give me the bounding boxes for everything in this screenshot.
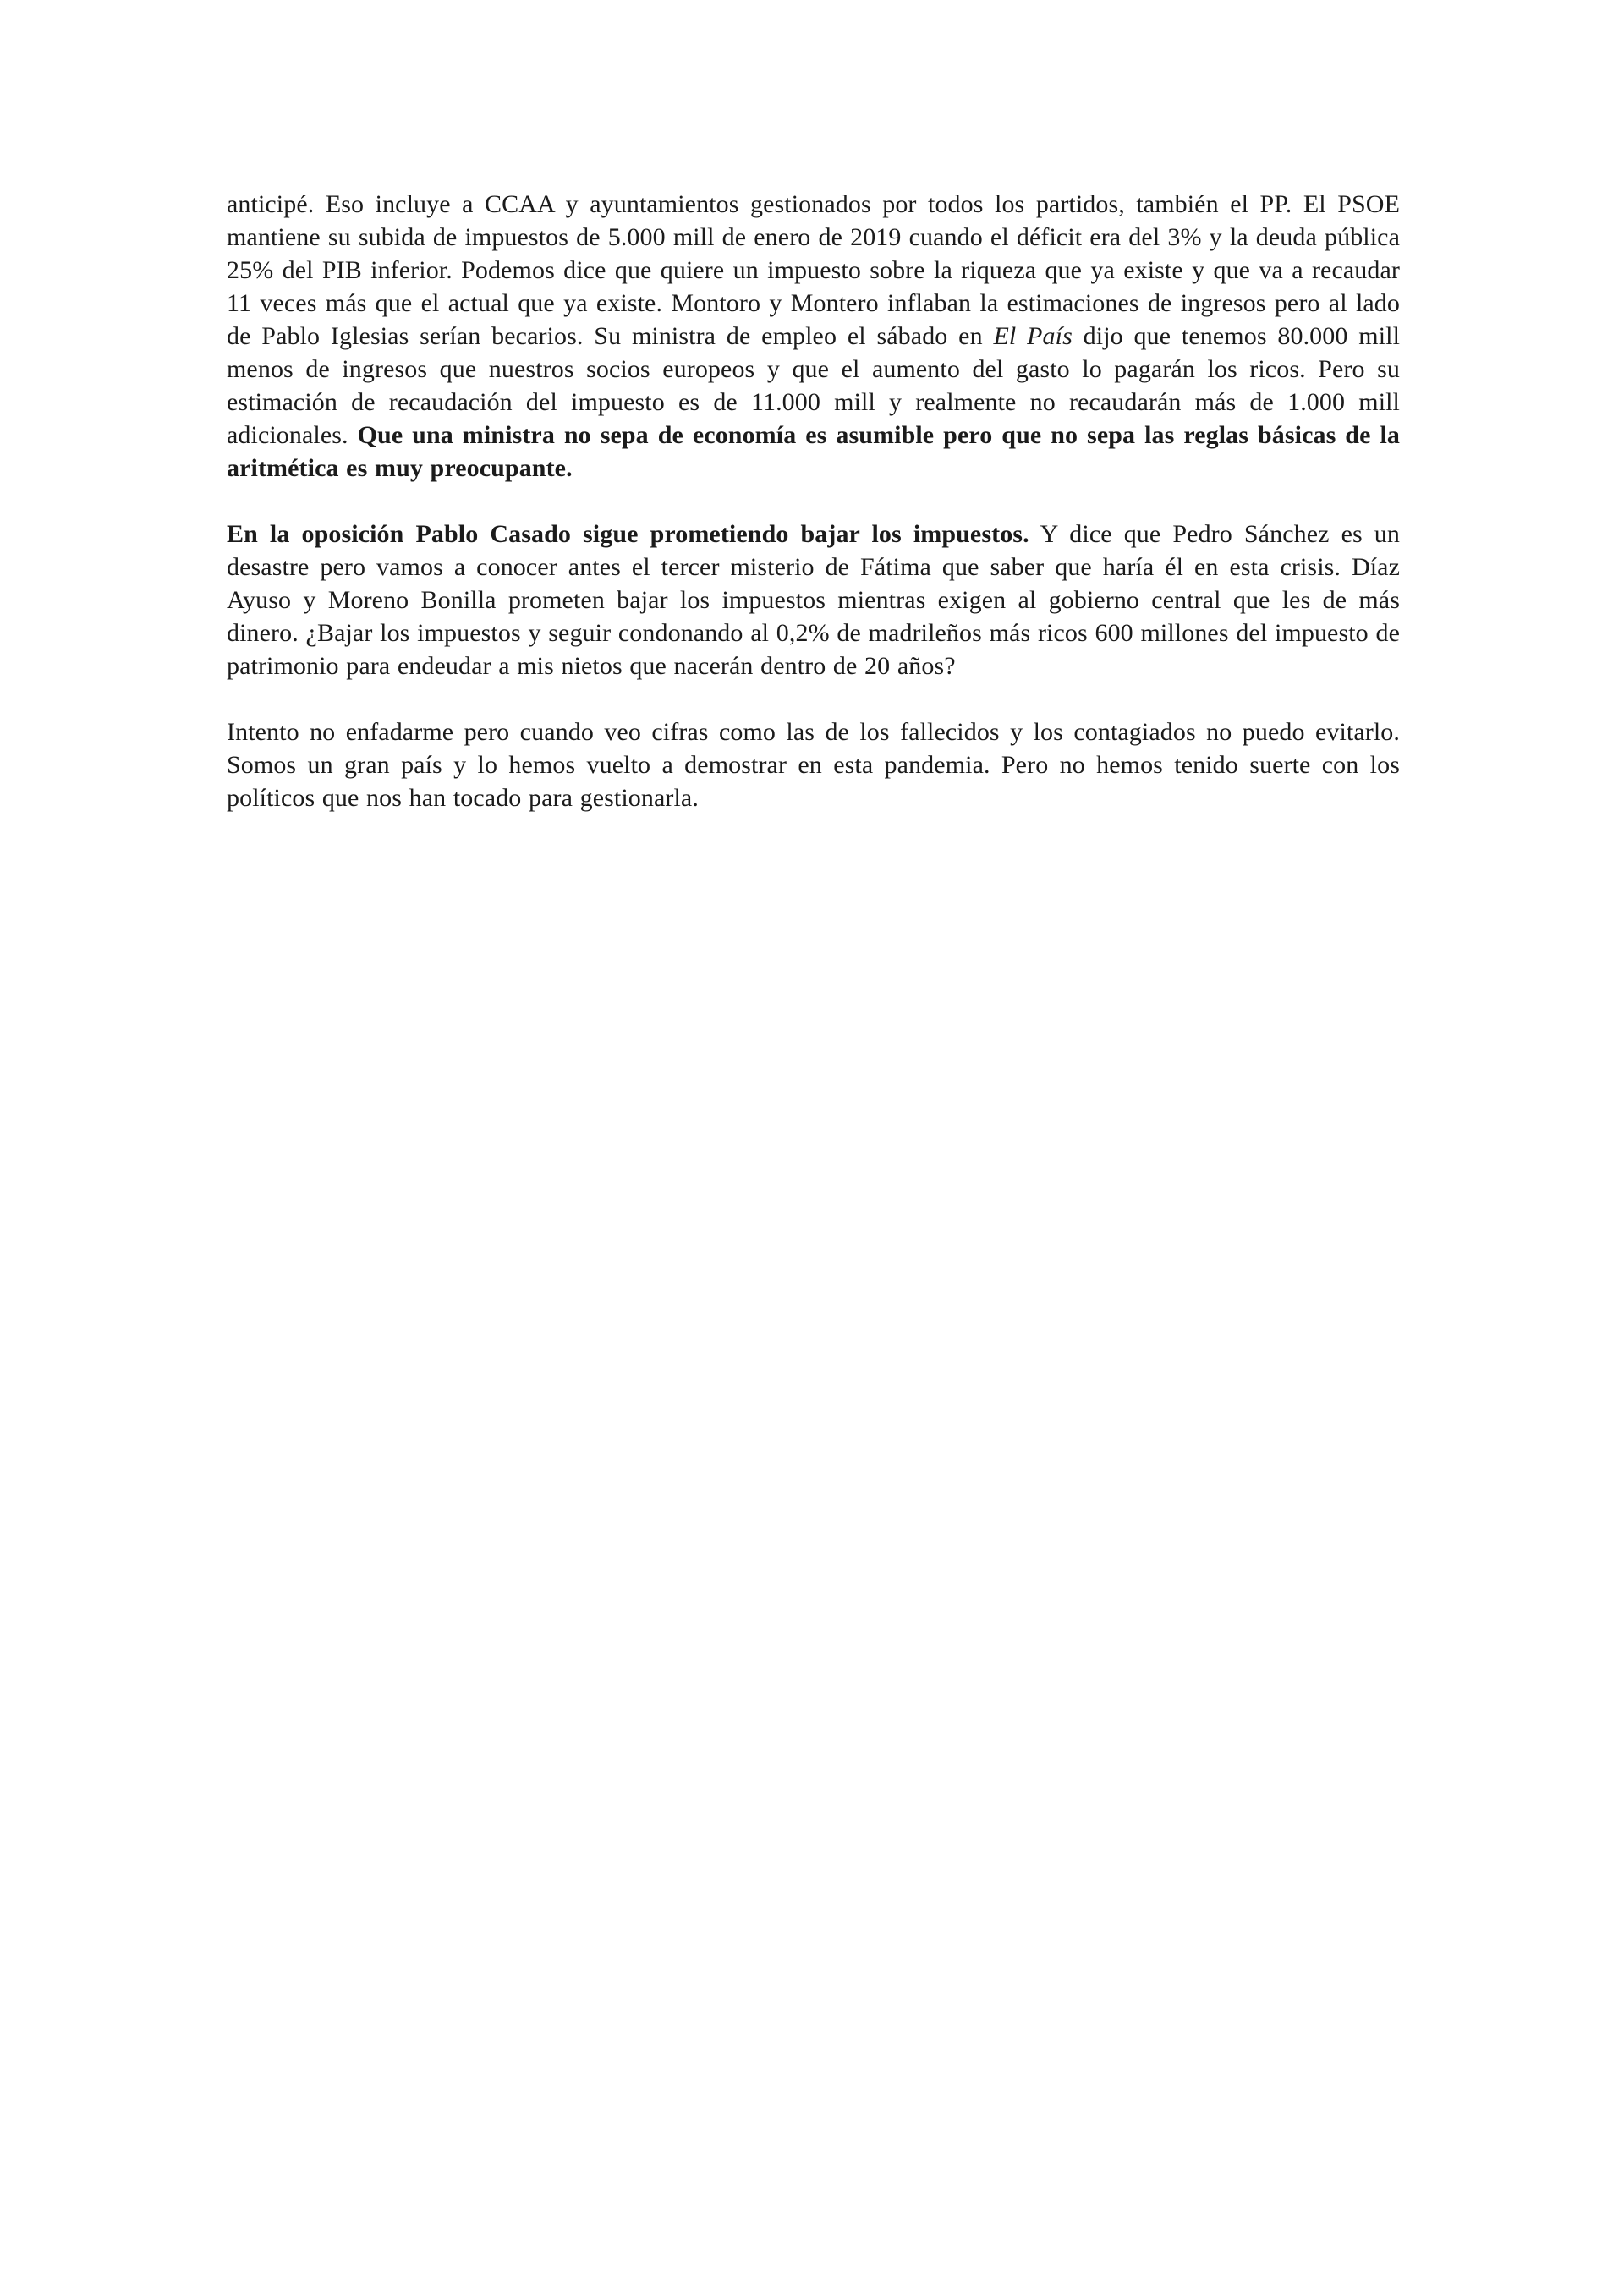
text-segment: El País (993, 322, 1073, 350)
text-segment: En la oposición Pablo Casado sigue prometiendo bajar los impuestos. (227, 520, 1029, 548)
paragraph (227, 518, 1400, 682)
text-segment: dijo que tenemos 80.000 mill menos de ingresos que nuestros socios europeos y que el aumento del gasto lo pagarán los ricos. Pero su estimación de recaudación del impuesto es de 11.000 mill y realmente no recaudarán más de 1.000 mill adicionales. (227, 322, 1401, 449)
text-segment: Que una ministra no sepa de economía es asumible pero que no sepa las reglas básicas de la aritmética es muy preocupante. (227, 421, 1400, 482)
text-segment: Y dice que Pedro Sánchez es un desastre pero vamos a conocer antes el tercer misterio de Fátima que saber que haría él en esta crisis. Díaz Ayuso y Moreno Bonilla prometen bajar los impuestos mientras exigen al gobierno central que les de más dinero. ¿Bajar los impuestos y seguir condonando al 0,2% de madrileños más ricos 600 millones del impuesto de patrimonio para endeudar a mis nietos que nacerán dentro de 20 años? (227, 520, 1401, 680)
paragraph (227, 188, 1400, 485)
paragraph (227, 715, 1400, 814)
text-segment: Intento no enfadarme pero cuando veo cifras como las de los fallecidos y los contagiados no puedo evitarlo. Somos un gran país y lo hemos vuelto a demostrar en esta pandemia. Pero no hemos tenido suerte con los políticos que nos han tocado para gestionarla. (227, 718, 1400, 812)
document-body (227, 188, 1400, 814)
text-segment: anticipé. Eso incluye a CCAA y ayuntamientos gestionados por todos los partidos, también el PP. El PSOE mantiene su subida de impuestos de 5.000 mill de enero de 2019 cuando el déficit era del 3% y la deuda pública 25% del PIB inferior. Podemos dice que quiere un impuesto sobre la riqueza que ya existe y que va a recaudar 11 veces más que el actual que ya existe. Montoro y Montero inflaban la estimaciones de ingresos pero al lado de Pablo Iglesias serían becarios. Su ministra de empleo el sábado en (227, 190, 1400, 350)
